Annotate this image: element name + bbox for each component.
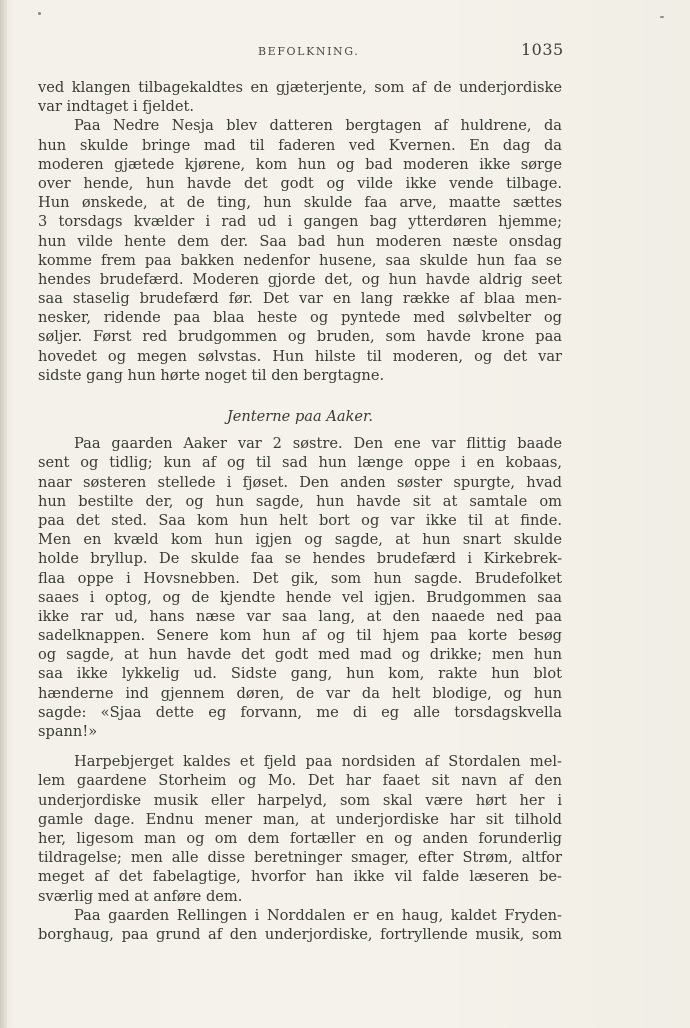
- text-line: og sagde, at hun havde det godt med mad og drikke; men hun: [38, 646, 562, 664]
- text-line: søljer. Først red brudgommen og bruden, som havde krone paa: [38, 328, 562, 346]
- text-line: Men en kvæld kom hun igjen og sagde, at hun snart skulde: [38, 531, 562, 549]
- section-huldrene: [38, 78, 562, 385]
- text-line: 3 torsdags kvælder i rad ud i gangen bag ytterdøren hjemme;: [38, 213, 562, 231]
- text-line: sent og tidlig; kun af og til sad hun længe oppe i en kobaas,: [38, 454, 562, 472]
- text-line: spann!»: [38, 723, 98, 740]
- section-title: Jenterne paa Aaker.: [226, 408, 374, 425]
- text-line: hendes brudefærd. Moderen gjorde det, og hun havde aldrig seet: [38, 270, 562, 288]
- text-line: hænderne ind gjennem døren, de var da helt blodige, og hun: [38, 684, 562, 702]
- text-line: over hende, hun havde det godt og vilde ikke vende tilbage.: [38, 174, 562, 192]
- text-line: hun bestilte der, og hun sagde, hun havde sit at samtale om: [38, 492, 562, 510]
- text-line: Paa gaarden Rellingen i Norddalen er en haug, kaldet Fryden-: [74, 906, 562, 924]
- text-line: sidste gang hun hørte noget til den bergtagne.: [38, 366, 385, 384]
- text-line: hun skulde bringe mad til faderen ved Kvernen. En dag da: [38, 136, 562, 154]
- text-line: sværlig med at anføre dem.: [38, 887, 243, 905]
- text-line: Harpebjerget kaldes et fjeld paa nordsiden af Stordalen mel-: [74, 753, 562, 771]
- page-body: [38, 78, 562, 944]
- section-harpebjerget: [38, 752, 562, 944]
- text-line: flaa oppe i Hovsnebben. Det gik, som hun sagde. Brudefolket: [38, 569, 562, 587]
- page-number: 1035: [521, 40, 564, 59]
- text-line: naar søsteren stellede i fjøset. Den anden søster spurgte, hvad: [38, 473, 562, 491]
- text-line: gamle dage. Endnu mener man, at underjordiske har sit tilhold: [38, 810, 562, 828]
- text-line: saa staselig brudefærd før. Det var en lang række af blaa men-: [38, 290, 562, 308]
- running-head: BEFOLKNING.: [258, 45, 360, 58]
- text-line: meget af det fabelagtige, hvorfor han ikke vil falde læseren be-: [38, 868, 562, 886]
- text-line: nesker, ridende paa blaa heste og pyntede med sølvbelter og: [38, 309, 562, 327]
- spacer: [38, 385, 562, 407]
- text-line: Paa gaarden Aaker var 2 søstre. Den ene var flittig baade: [74, 435, 562, 453]
- text-line: borghaug, paa grund af den underjordiske, fortryllende musik, som: [38, 925, 562, 943]
- text-line: sagde: «Sjaa dette eg forvann, me di eg alle torsdagskvella: [38, 703, 562, 721]
- text-line: lem gaardene Storheim og Mo. Det har faaet sit navn af den: [38, 772, 562, 790]
- text-line: Paa Nedre Nesja blev datteren bergtagen af huldrene, da: [74, 117, 562, 135]
- text-line: ved klangen tilbagekaldtes en gjæterjente, som af de underjordiske: [38, 79, 562, 96]
- text-line: her, ligesom man og om dem fortæller en og anden forunderlig: [38, 829, 562, 847]
- text-line: underjordiske musik eller harpelyd, som skal være hørt her i: [38, 791, 562, 809]
- text-line: var indtaget i fjeldet.: [38, 98, 195, 116]
- text-line: tildragelse; men alle disse beretninger smager, efter Strøm, altfor: [38, 849, 562, 867]
- spacer: [38, 741, 562, 752]
- text-line: hun vilde hente dem der. Saa bad hun moderen næste onsdag: [38, 232, 562, 250]
- text-line: sadelknappen. Senere kom hun af og til hjem paa korte besøg: [38, 627, 562, 645]
- text-line: paa det sted. Saa kom hun helt bort og var ikke til at finde.: [38, 511, 562, 529]
- text-line: moderen gjætede kjørene, kom hun og bad moderen ikke sørge: [38, 155, 562, 173]
- text-line: hovedet og megen sølvstas. Hun hilste til moderen, og det var: [38, 347, 562, 365]
- text-line: holde bryllup. De skulde faa se hendes brudefærd i Kirkebrek-: [38, 550, 562, 568]
- page-spine-shadow: [0, 0, 7, 1028]
- print-speck: [38, 12, 41, 15]
- text-line: Hun ønskede, at de ting, hun skulde faa arve, maatte sættes: [38, 194, 562, 212]
- print-speck: [660, 16, 664, 18]
- text-line: komme frem paa bakken nedenfor husene, saa skulde hun faa se: [38, 251, 562, 269]
- section-jenterne: [38, 407, 562, 741]
- text-line: saa ikke lykkelig ud. Sidste gang, hun kom, rakte hun blot: [38, 665, 562, 683]
- page-header: [0, 40, 690, 62]
- text-line: ikke rar ud, hans næse var saa lang, at den naaede ned paa: [38, 607, 562, 625]
- text-line: saaes i optog, og de kjendte hende vel igjen. Brudgommen saa: [38, 588, 562, 606]
